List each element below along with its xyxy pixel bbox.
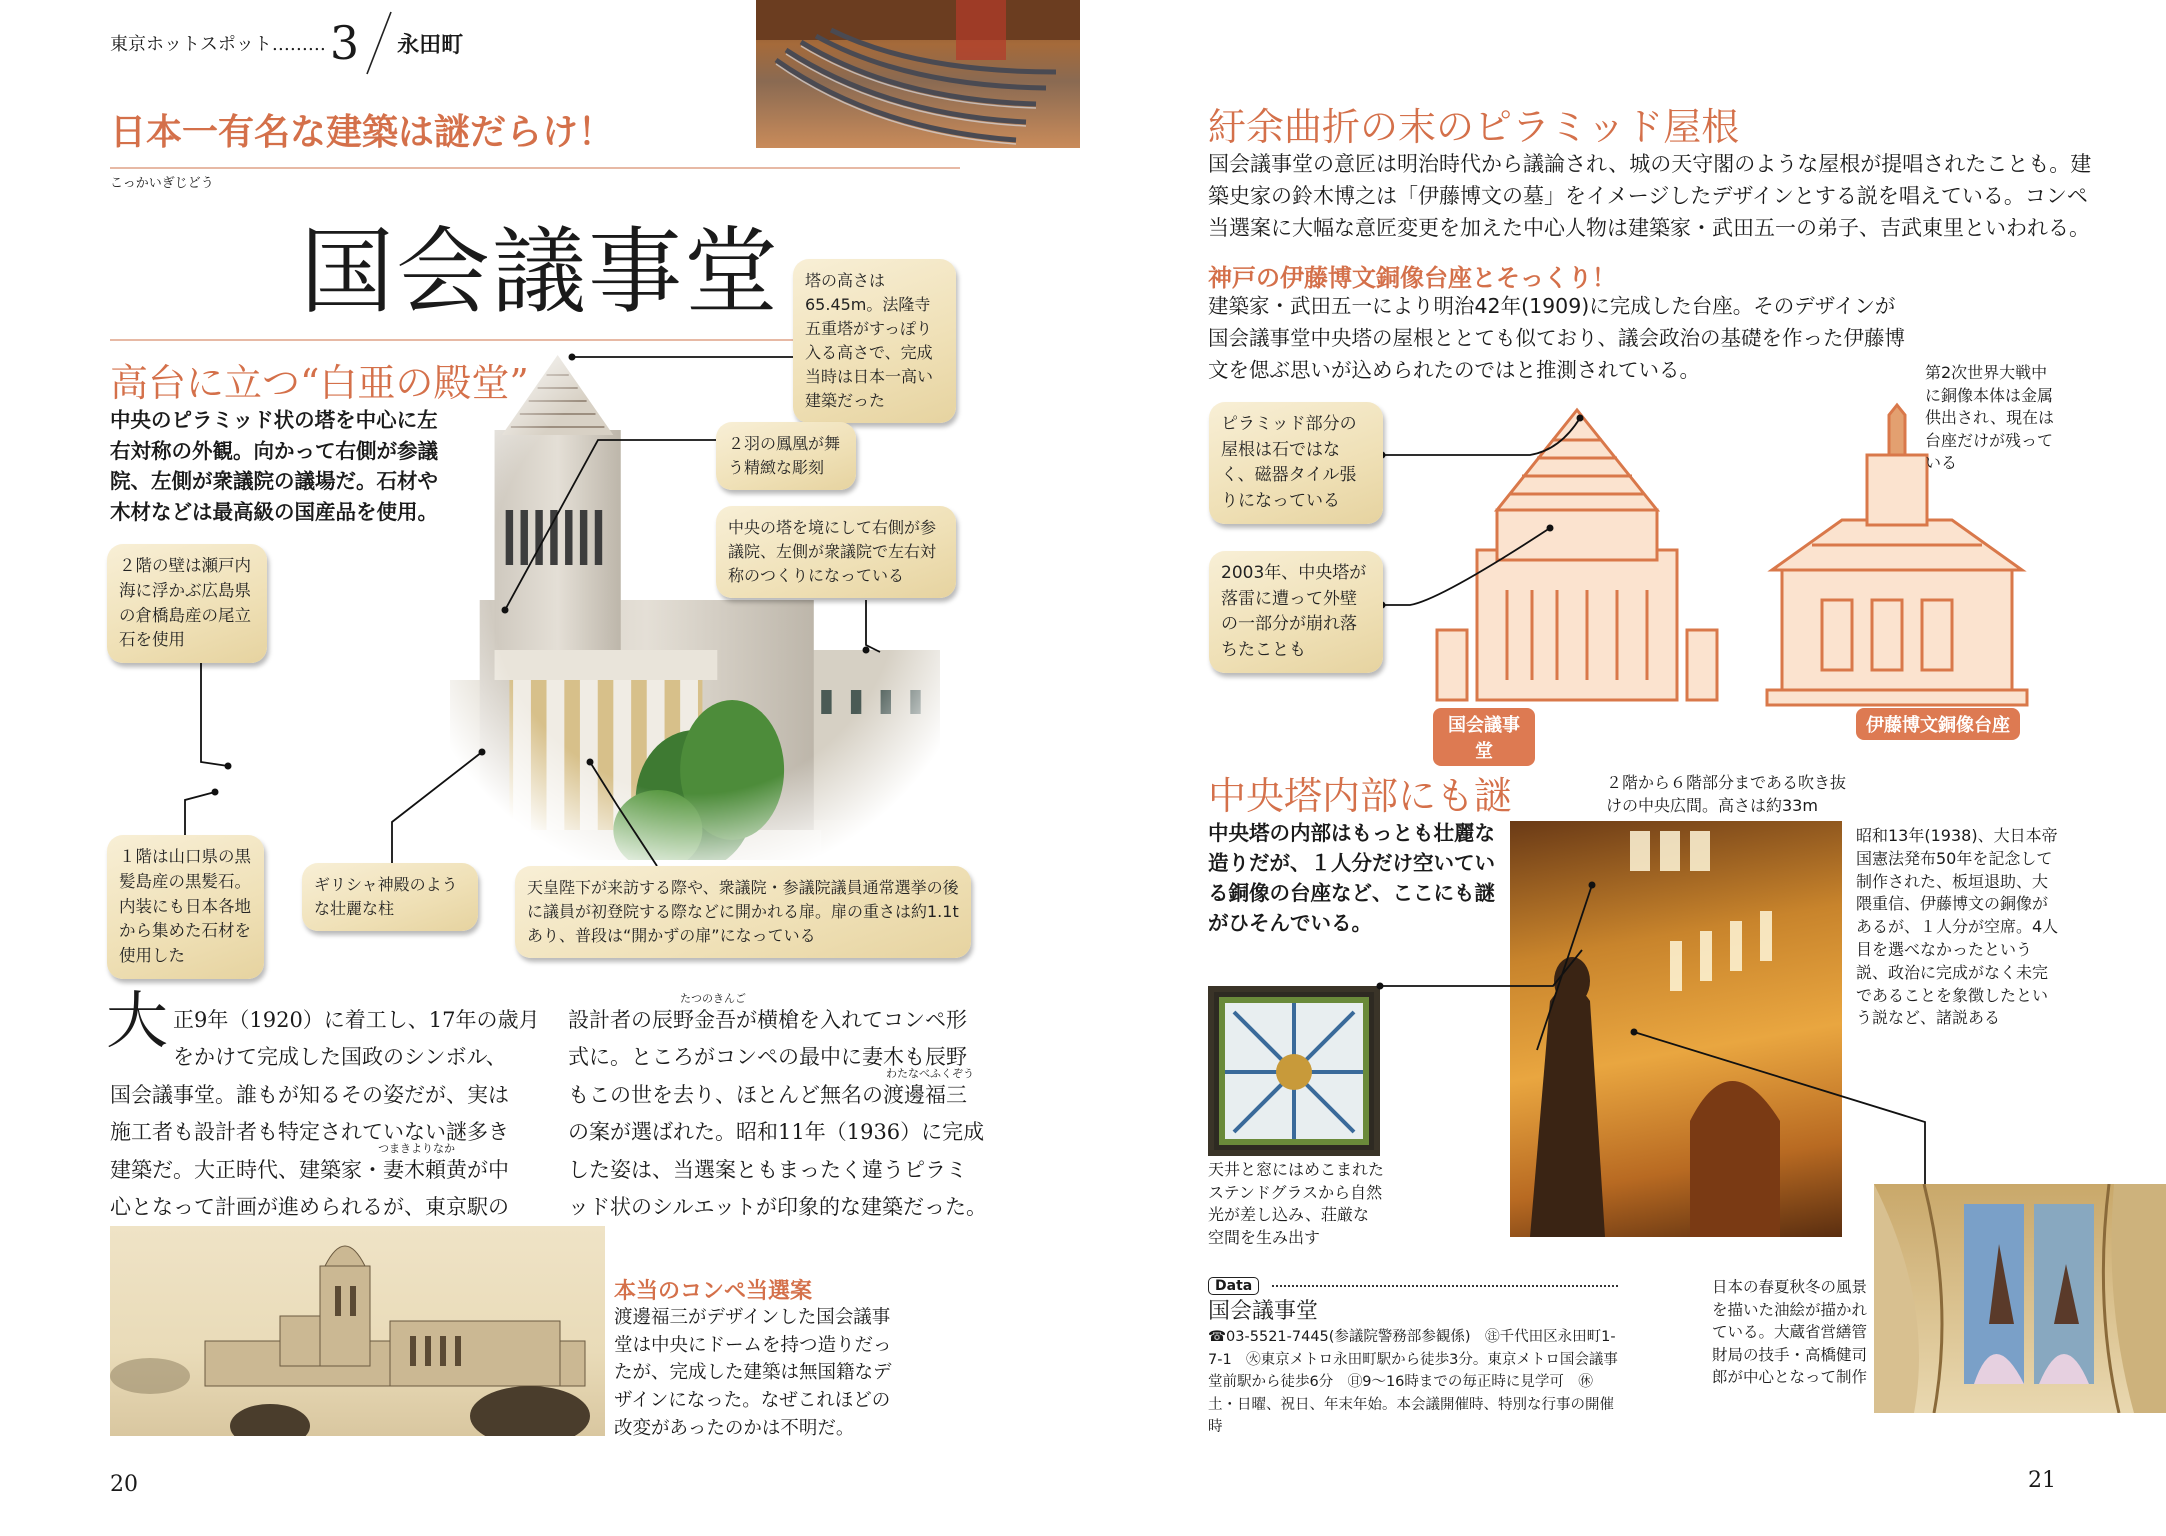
area-label: 永田町	[397, 32, 464, 58]
callout-lightning: 2003年、中央塔が落雷に遭って外壁の一部分が崩れ落ちたことも	[1209, 551, 1383, 673]
competition-title: 本当のコンペ当選案	[614, 1279, 813, 1304]
hall-interior-image	[1510, 821, 1842, 1237]
divider	[110, 339, 800, 341]
central-tower-text: 中央塔の内部はもっとも壮麗な造りだが、１人分だけ空いている銅像の台座など、ここにも謎がひそんでいる。	[1208, 821, 1495, 935]
page-number: 20	[110, 1472, 138, 1497]
intro-text: 中央のピラミッド状の塔を中心に左右対称の外観。向かって右側が参議院、左側が衆議院の議場だ。石材や木材などは最高級の国産品を使用。	[110, 408, 438, 524]
title-reading: こっかいぎじどう	[110, 176, 214, 191]
label-pedestal: 伊藤博文銅像台座	[1856, 708, 2020, 740]
data-badge: Data	[1208, 1277, 1259, 1295]
series-header	[110, 10, 463, 76]
divider	[110, 167, 960, 169]
label-diet-building: 国会議事堂	[1433, 708, 1535, 766]
old-building-drawing	[110, 1226, 605, 1436]
series-number: 3	[329, 16, 360, 70]
stained-glass-image	[1214, 992, 1374, 1150]
body-line: した姿は、当選案ともまったく違うピラミ	[568, 1158, 967, 1182]
body-line: もこの世を去り、ほとんど無名の渡邊福三	[568, 1083, 967, 1107]
page-title: 国会議事堂	[300, 218, 781, 327]
body-line: 心となって計画が進められるが、東京駅の	[110, 1195, 509, 1219]
heading-central-tower: 中央塔内部にも謎	[1208, 774, 1513, 818]
ceiling-painting-image	[1874, 1184, 2166, 1413]
ceiling-painting-photo	[1874, 1184, 2166, 1413]
statue-note: 第2次世界大戦中に銅像本体は金属供出され、現在は台座だけが残っている	[1925, 363, 2054, 472]
pyramid-roof-text: 国会議事堂の意匠は明治時代から議論され、城の天守閣のような屋根が提唱されたことも。建築史家の鈴木博之は「伊藤博文の墓」をイメージしたデザインとする説を唱えている。コンペ当選案に大幅な意匠変更を加えた中心人物は建築家・武田五一の弟子、吉武東里といわれる。	[1208, 152, 2092, 240]
callout-phoenix: ２羽の鳳凰が舞う精緻な彫刻	[716, 422, 856, 490]
callout-wall-stone: ２階の壁は瀬戸内海に浮かぶ広島県の倉橋島産の尾立石を使用	[107, 544, 267, 663]
body-line: ッド状のシルエットが印象的な建築だった。	[568, 1195, 988, 1219]
heading-kobe-pedestal: 神戸の伊藤博文銅像台座とそっくり！	[1208, 264, 1616, 292]
page-number: 21	[2028, 1468, 2056, 1493]
body-line: 建築だ。大正時代、建築家・妻木頼黄が中	[110, 1158, 509, 1182]
callout-columns: ギリシャ神殿のような壮麗な柱	[302, 863, 478, 931]
dotted-divider	[1272, 1285, 1618, 1287]
body-line: をかけて完成した国政のシンボル、	[173, 1045, 507, 1069]
competition-text: 渡邊福三がデザインした国会議事堂は中央にドームを持つ造りだったが、完成した建築は無国籍なデザインになった。なぜこれほどの改変があったのかは不明だ。	[614, 1307, 892, 1439]
heading-pyramid-roof: 紆余曲折の末のピラミッド屋根	[1208, 105, 1740, 149]
body-line: 国会議事堂。誰もが知るその姿だが、実は	[110, 1083, 509, 1107]
callout-door: 天皇陛下が来訪する際や、衆議院・参議院議員通常選挙の後に議員が初登院する際などに開かれる扉。扉の重さは約1.1tあり、普段は“開かずの扉”になっている	[515, 866, 971, 958]
central-hall-photo	[1510, 821, 1842, 1237]
headline: 日本一有名な建築は謎だらけ！	[110, 112, 615, 153]
body-line: の案が選ばれた。昭和11年（1936）に完成	[568, 1120, 985, 1144]
caption-ceiling-painting: 日本の春夏秋冬の風景を描いた油絵が描かれている。大蔵省営繕管財局の技手・高橋健司郎が中心となって制作	[1712, 1278, 1868, 1386]
body-line: 設計者の辰野金吾が横槍を入れてコンペ形	[568, 1008, 967, 1032]
diet-building-photo	[450, 350, 940, 860]
chamber-seats-image	[756, 0, 1080, 148]
caption-statues: 昭和13年(1938)、大日本帝国憲法発布50年を記念して制作された、板垣退助、大隈重信、伊藤博文の銅像があるが、１人分が空席。4人目を選べなかったという説、政治に完成がなく未完であることを象徴したという説など、諸説ある	[1856, 826, 2059, 1028]
ruby-tsumaki: つまきよりなか	[378, 1142, 455, 1155]
caption-central-hall: ２階から６階部分まである吹き抜けの中央広間。高さは約33m	[1606, 773, 1847, 815]
callout-tower-height: 塔の高さは65.45m。法隆寺五重塔がすっぽり入る高さで、完成当時は日本一高い建築だった	[793, 259, 956, 423]
callout-floor1-stone: １階は山口県の黒髪島産の黒髪石。内装にも日本各地から集めた石材を使用した	[107, 835, 264, 979]
drop-cap: 大	[106, 984, 169, 1057]
ruby-tatsuno: たつのきんご	[680, 992, 746, 1005]
callout-symmetry: 中央の塔を境にして右側が参議院、左側が衆議院で左右対称のつくりになっている	[716, 506, 956, 598]
data-info: ☎03-5521-7445(参議院警務部参観係) ㊟千代田区永田町1-7-1 ㊋東京メトロ永田町駅から徒歩3分。東京メトロ国会議事堂前駅から徒歩6分 ㊐9～16時までの毎正時に見学可 ㊡土・日曜、祝日、年末年始。本会議開催時、特別な行事の開催時	[1208, 1329, 1618, 1435]
caption-stained-glass: 天井と窓にはめこまれたステンドグラスから自然光が差し込み、荘厳な空間を生み出す	[1208, 1160, 1385, 1247]
data-name: 国会議事堂	[1208, 1299, 1319, 1324]
body-line: 正9年（1920）に着工し、17年の歳月	[173, 1008, 540, 1032]
slash-divider	[363, 10, 393, 76]
ruby-watanabe: わたなべふくぞう	[886, 1067, 974, 1080]
chamber-photo	[756, 0, 1080, 148]
body-line: 式に。ところがコンペの最中に妻木も辰野	[568, 1045, 967, 1069]
subhead: 高台に立つ“白亜の殿堂”	[110, 361, 529, 405]
series-label: 東京ホットスポット………	[110, 34, 326, 55]
diet-tower-illustration	[1427, 400, 1727, 710]
body-line: 施工者も設計者も特定されていない謎多き	[110, 1120, 509, 1144]
competition-design-photo	[110, 1226, 605, 1436]
callout-roof-tiles: ピラミッド部分の屋根は石ではなく、磁器タイル張りになっている	[1209, 402, 1383, 524]
kobe-pedestal-text: 建築家・武田五一により明治42年(1909)に完成した台座。そのデザインが国会議事堂中央塔の屋根ととても似ており、議会政治の基礎を作った伊藤博文を偲ぶ思いが込められたのではと推測されている。	[1208, 294, 1905, 382]
stained-glass-photo	[1208, 986, 1380, 1156]
building-image	[450, 350, 940, 860]
